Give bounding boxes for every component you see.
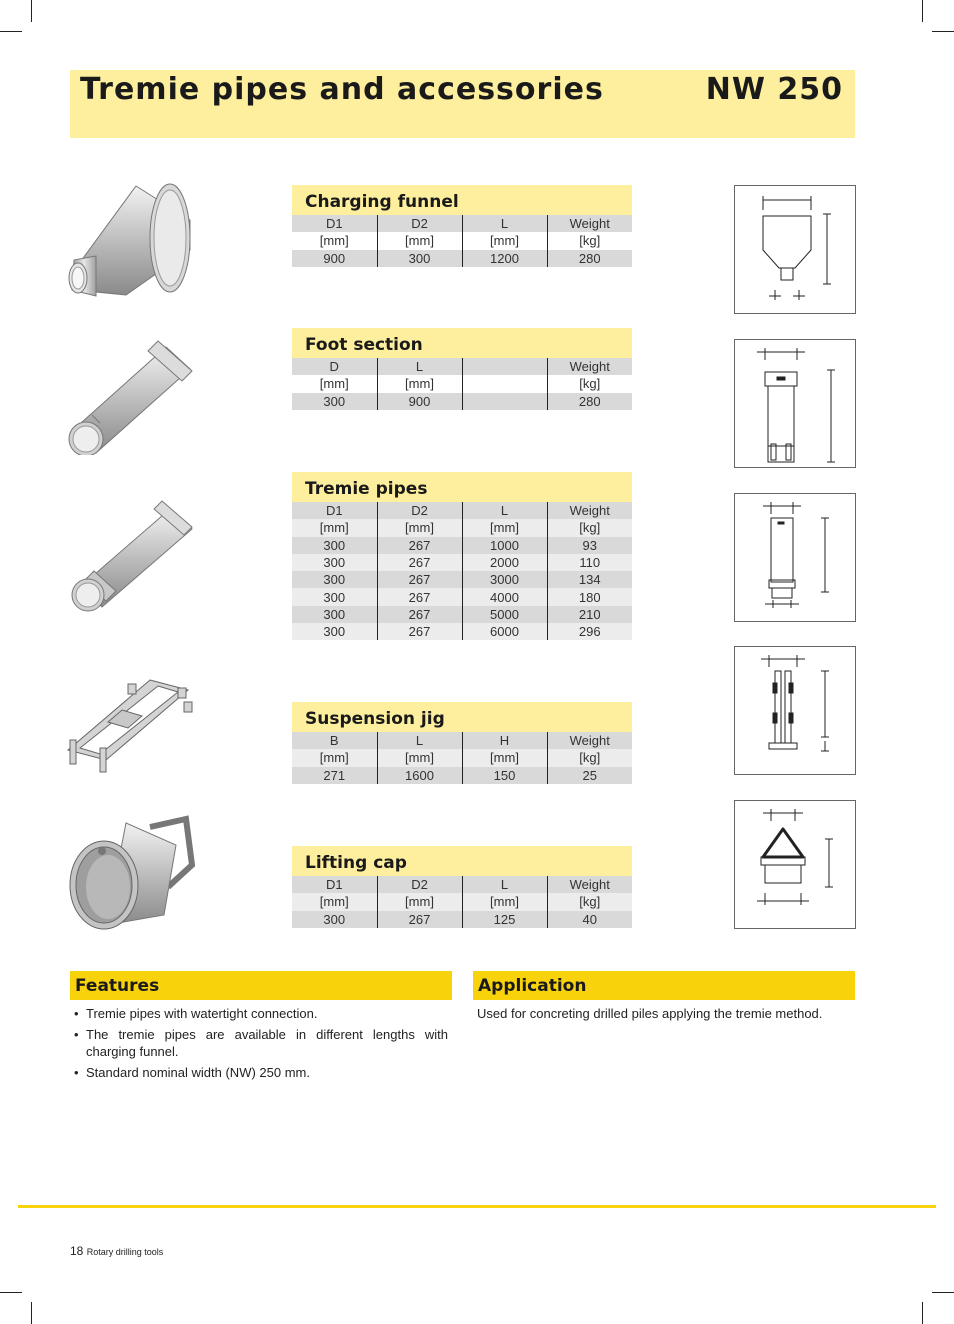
table-cell: 134 bbox=[547, 571, 632, 588]
crop-mark bbox=[31, 0, 32, 22]
table-cell: 150 bbox=[462, 767, 547, 784]
table-cell: 1600 bbox=[377, 767, 462, 784]
crop-mark bbox=[0, 31, 22, 32]
list-item: • The tremie pipes are available in different lengths with charging funnel. bbox=[72, 1026, 448, 1060]
table-row bbox=[292, 571, 632, 588]
section-title: Tremie pipes bbox=[292, 472, 632, 502]
table-cell: 900 bbox=[292, 250, 377, 267]
suspension-jig-drawing bbox=[734, 646, 856, 775]
table-cell: Weight bbox=[547, 215, 632, 232]
table-cell: [mm] bbox=[292, 519, 377, 536]
spec-table bbox=[292, 215, 632, 267]
charging-funnel-section bbox=[292, 185, 632, 267]
table-cell: 267 bbox=[377, 606, 462, 623]
lifting-cap-section bbox=[292, 846, 632, 928]
footer bbox=[70, 1244, 163, 1258]
table-cell: [mm] bbox=[292, 749, 377, 766]
table-cell: 300 bbox=[377, 250, 462, 267]
table-cell: [kg] bbox=[547, 519, 632, 536]
table-cell: 1000 bbox=[462, 537, 547, 554]
table-row bbox=[292, 588, 632, 605]
table-cell: 3000 bbox=[462, 571, 547, 588]
section-title: Lifting cap bbox=[292, 846, 632, 876]
table-cell: Weight bbox=[547, 732, 632, 749]
table-row bbox=[292, 767, 632, 784]
table-row bbox=[292, 911, 632, 928]
table-cell: [mm] bbox=[377, 519, 462, 536]
table-header-row bbox=[292, 876, 632, 893]
table-cell: 280 bbox=[547, 250, 632, 267]
table-row bbox=[292, 250, 632, 267]
table-cell: 40 bbox=[547, 911, 632, 928]
table-cell: [mm] bbox=[377, 232, 462, 249]
table-cell: 300 bbox=[292, 554, 377, 571]
table-header-row bbox=[292, 749, 632, 766]
table-cell: L bbox=[462, 215, 547, 232]
table-cell: 267 bbox=[377, 623, 462, 640]
page-title: Tremie pipes and accessories bbox=[80, 72, 604, 107]
table-cell: 267 bbox=[377, 911, 462, 928]
lifting-cap-drawing bbox=[734, 800, 856, 929]
tremie-pipe-drawing bbox=[734, 493, 856, 622]
table-cell: 300 bbox=[292, 537, 377, 554]
table-cell: [mm] bbox=[462, 232, 547, 249]
crop-mark bbox=[922, 0, 923, 22]
section-title: Suspension jig bbox=[292, 702, 632, 732]
crop-mark bbox=[0, 1292, 22, 1293]
table-row bbox=[292, 554, 632, 571]
table-cell: 280 bbox=[547, 393, 632, 410]
table-cell: L bbox=[377, 358, 462, 375]
spec-table bbox=[292, 502, 632, 640]
table-cell: 300 bbox=[292, 623, 377, 640]
table-cell: 5000 bbox=[462, 606, 547, 623]
table-cell: D1 bbox=[292, 502, 377, 519]
crop-mark bbox=[932, 1292, 954, 1293]
table-header-row bbox=[292, 232, 632, 249]
table-cell: 180 bbox=[547, 588, 632, 605]
lifting-cap-image bbox=[66, 815, 196, 935]
table-cell: D2 bbox=[377, 502, 462, 519]
footer-rule bbox=[18, 1205, 936, 1208]
table-header-row bbox=[292, 502, 632, 519]
spec-table bbox=[292, 876, 632, 928]
table-cell: Weight bbox=[547, 876, 632, 893]
table-header-row bbox=[292, 732, 632, 749]
list-item: • Standard nominal width (NW) 250 mm. bbox=[72, 1064, 448, 1081]
table-header-row bbox=[292, 893, 632, 910]
table-cell: [kg] bbox=[547, 749, 632, 766]
table-cell: 900 bbox=[377, 393, 462, 410]
table-cell: 1200 bbox=[462, 250, 547, 267]
spec-table bbox=[292, 358, 632, 410]
table-cell: D1 bbox=[292, 215, 377, 232]
table-cell: [mm] bbox=[292, 375, 377, 392]
table-header-row bbox=[292, 358, 632, 375]
table-cell: 93 bbox=[547, 537, 632, 554]
table-cell: D2 bbox=[377, 876, 462, 893]
charging-funnel-drawing bbox=[734, 185, 856, 314]
table-cell: D1 bbox=[292, 876, 377, 893]
table-cell: 267 bbox=[377, 588, 462, 605]
table-cell: [kg] bbox=[547, 375, 632, 392]
table-cell bbox=[462, 358, 547, 375]
section-title: Foot section bbox=[292, 328, 632, 358]
table-cell: [kg] bbox=[547, 893, 632, 910]
table-cell: 300 bbox=[292, 393, 377, 410]
nominal-width-label: NW 250 bbox=[705, 72, 843, 107]
table-cell: [mm] bbox=[377, 893, 462, 910]
table-cell: H bbox=[462, 732, 547, 749]
table-cell: Weight bbox=[547, 502, 632, 519]
table-cell: 125 bbox=[462, 911, 547, 928]
table-cell: 4000 bbox=[462, 588, 547, 605]
table-cell: D2 bbox=[377, 215, 462, 232]
foot-section-drawing bbox=[734, 339, 856, 468]
table-cell: [mm] bbox=[292, 232, 377, 249]
table-cell: 300 bbox=[292, 588, 377, 605]
tremie-pipe-image bbox=[66, 495, 196, 615]
crop-mark bbox=[922, 1302, 923, 1324]
table-cell: 267 bbox=[377, 554, 462, 571]
suspension-jig-section bbox=[292, 702, 632, 784]
table-cell: 300 bbox=[292, 571, 377, 588]
table-cell: Weight bbox=[547, 358, 632, 375]
table-row bbox=[292, 537, 632, 554]
table-cell: [mm] bbox=[462, 893, 547, 910]
table-cell: L bbox=[462, 876, 547, 893]
charging-funnel-image bbox=[66, 180, 196, 300]
foot-section-section bbox=[292, 328, 632, 410]
foot-section-image bbox=[66, 335, 196, 455]
table-cell: 267 bbox=[377, 537, 462, 554]
table-header-row bbox=[292, 215, 632, 232]
table-cell: [kg] bbox=[547, 232, 632, 249]
table-cell: [mm] bbox=[292, 893, 377, 910]
application-heading: Application bbox=[473, 971, 855, 1000]
table-cell: [mm] bbox=[377, 749, 462, 766]
crop-mark bbox=[31, 1302, 32, 1324]
table-cell: 6000 bbox=[462, 623, 547, 640]
spec-table bbox=[292, 732, 632, 784]
table-cell: 210 bbox=[547, 606, 632, 623]
table-row bbox=[292, 623, 632, 640]
table-cell: B bbox=[292, 732, 377, 749]
table-cell: [mm] bbox=[462, 519, 547, 536]
table-cell bbox=[462, 375, 547, 392]
table-header-row bbox=[292, 519, 632, 536]
table-cell: [mm] bbox=[462, 749, 547, 766]
footer-label: Rotary drilling tools bbox=[86, 1247, 164, 1257]
table-header-row bbox=[292, 375, 632, 392]
table-row bbox=[292, 606, 632, 623]
table-cell: 267 bbox=[377, 571, 462, 588]
table-row bbox=[292, 393, 632, 410]
table-cell: 25 bbox=[547, 767, 632, 784]
table-cell: L bbox=[377, 732, 462, 749]
table-cell bbox=[462, 393, 547, 410]
table-cell: 110 bbox=[547, 554, 632, 571]
suspension-jig-image bbox=[66, 670, 196, 790]
table-cell: 2000 bbox=[462, 554, 547, 571]
tremie-pipes-section bbox=[292, 472, 632, 640]
application-text: Used for concreting drilled piles applying the tremie method. bbox=[477, 1006, 823, 1021]
table-cell: 271 bbox=[292, 767, 377, 784]
table-cell: 300 bbox=[292, 911, 377, 928]
table-cell: [mm] bbox=[377, 375, 462, 392]
table-cell: L bbox=[462, 502, 547, 519]
table-cell: 296 bbox=[547, 623, 632, 640]
table-cell: 300 bbox=[292, 606, 377, 623]
page-number: 18 bbox=[70, 1244, 84, 1258]
crop-mark bbox=[932, 31, 954, 32]
page-header bbox=[70, 70, 855, 138]
list-item: • Tremie pipes with watertight connection. bbox=[72, 1005, 448, 1022]
features-list bbox=[72, 1005, 448, 1085]
table-cell: D bbox=[292, 358, 377, 375]
features-heading: Features bbox=[70, 971, 452, 1000]
section-title: Charging funnel bbox=[292, 185, 632, 215]
